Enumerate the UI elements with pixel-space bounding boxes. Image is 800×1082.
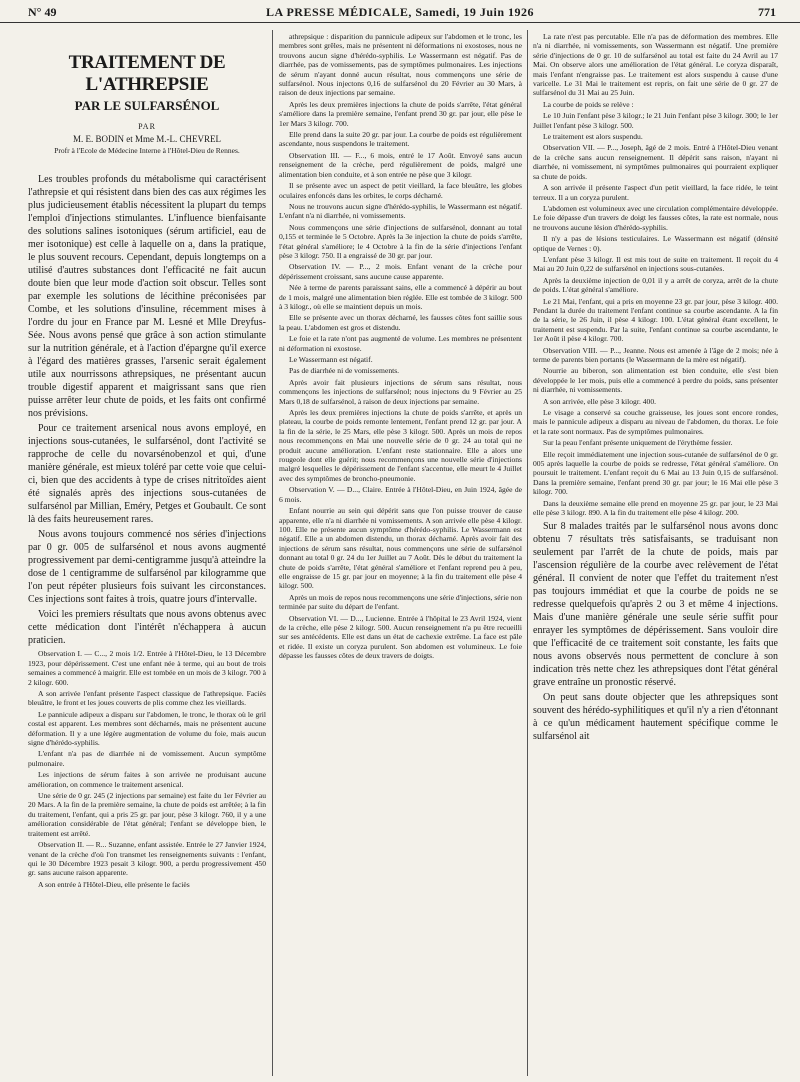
paragraph: Après les deux premières injections la chute de poids s'arrête, et après un plateau, la courbe de poids remonte lentement, l'enfant prend 12 gr. par jour. A la fin de la série, le 25 Mars, elle pèse 3 kilogr. 500. Après un mois de repos nous recommençons en Mai une nouvelle série de 0 gr. 24 au total qui ne produit aucune amélioration. L'enfant reste stationnaire. Elle a alors une rougeole dont elle guérit; nous recommençons une nouvelle série d'injections malgré lesquelles le dépérissement de l'enfant s'accentue, elle meurt le 4 Juillet avec des symptômes de broncho-pneumonie.: [279, 408, 522, 483]
paragraph: Nous avons toujours commencé nos séries d'injections par 0 gr. 005 de sulfarsénol et nous avons augmenté progressivement par demi-centigramme jusqu'à atteindre la dose de 1 centigramme de sulfarsénol par kilogramme que l'on peut répéter plusieurs fois suivant les circonstances. Ces injections sont faites à trois, quatre jours d'intervalle.: [28, 529, 266, 606]
masthead: [0, 0, 800, 23]
paragraph: Le 10 Juin l'enfant pèse 3 kilogr.; le 21 Juin l'enfant pèse 3 kilogr. 300; le 1er Juillet l'enfant pèse 3 kilogr. 500.: [533, 111, 778, 130]
paragraph: L'enfant pèse 3 kilogr. Il est mis tout de suite en traitement. Il reçoit du 4 Mai au 20 Juin 0,22 de sulfarsénol en injections sous-cutanées.: [533, 254, 778, 274]
paragraph: Il n'y a pas de lésions testiculaires. Le Wassermann est négatif (dénsité optique de Vernes : 0).: [533, 234, 778, 253]
observation-paragraph: Observation III. — F..., 6 mois, entré le 17 Août. Envoyé sans aucun renseignement de la crèche, perd régulièrement de poids, malgré une alimentation bien conduite, et à son entrée ne pèse que 3 kilogr.: [279, 150, 522, 179]
observation-paragraph: Observation VIII. — P..., Jeanne. Nous est amenée à l'âge de 2 mois; née à terme de parents bien portants (le Wassermann de la mère est négatif).: [533, 345, 778, 364]
paragraph: Elle reçoit immédiatement une injection sous-cutanée de sulfarsénol de 0 gr. 005 après laquelle la courbe de poids se redresse, l'état général s'améliore. On poursuit le traitement. L'enfant reçoit du 6 Mai au 13 Juin 0,15 de sulfarsénol. Dans la première semaine, l'enfant prend 30 gr. par jour; le 16 Mai elle pèse 3 kilogr. 700.: [533, 449, 778, 497]
paragraph: Une série de 0 gr. 245 (2 injections par semaine) est faite du 1er Février au 20 Mars. A la fin de la première semaine, la chute de poids est arrêtée; à la fin du traitement, l'enfant, qui a pris 25 gr. par jour, pèse 3 kilogr. 760, il y a une amélioration considérable de l'état général; l'enfant se développe bien, le traitement est arrêté.: [28, 791, 266, 838]
paragraph: A son arrivée l'enfant présente l'aspect classique de l'athrepsique. Faciès bleuâtre, le front et les joues couverts de plis comme chez les vieillards.: [28, 689, 266, 708]
paragraph: Pour ce traitement arsenical nous avons employé, en injections sous-cutanées, le sulfarsénol, dont l'activité se rapproche de celle du novarsénobenzol et qui, d'une manière générale, est mieux toléré par cette voie que celui-ci, bien que des accidents à type de crises nitritoïdes aient été signalés après des injections sous-cutanées de sulfarsénol par Millian, Eméry, Petges et Goubault. Ce sont là des faits heureusement rares.: [28, 423, 266, 526]
paragraph: Le foie et la rate n'ont pas augmenté de volume. Les membres ne présentent ni déformation ni exostose.: [279, 334, 522, 353]
paragraph: Née à terme de parents paraissant sains, elle a commencé à dépérir au bout de 1 mois, malgré une alimentation bien réglée. Elle est tombée de 3 kilogr. 500 à 3 kilogr., où elle se maintient depuis un mois.: [279, 283, 522, 311]
paragraph: Sur la peau l'enfant présente uniquement de l'érythème fessier.: [543, 438, 733, 448]
paragraph: Les injections de sérum faites à son arrivée ne produisant aucune amélioration, on commence le traitement arsenical.: [28, 770, 266, 789]
observation-paragraph: Observation II. — R... Suzanne, enfant assistée. Entrée le 27 Janvier 1924, venant de la crèche d'où l'on transmet les renseignements suivants : l'enfant, qui le 30 Décembre 1923 pesait 3 kilogr. 900, a perdu progressivement 450 gr. sans aucune raison apparente.: [28, 840, 266, 878]
column-rule: [527, 30, 528, 1076]
paragraph: A son arrivée il présente l'aspect d'un petit vieillard, la face ridée, le teint terreux. Il a un coryza purulent.: [533, 183, 778, 202]
paragraph: L'enfant n'a pas de diarrhée ni de vomissement. Aucun symptôme pulmonaire.: [28, 749, 266, 768]
paragraph: Le pannicule adipeux a disparu sur l'abdomen, le tronc, le thorax où le gril costal est apparent. Les membres sont décharnés, mais ne présentent aucune déformation. Il y a une légère augmentation de volume du foie, mais aucun signe d'hérédo-syphilis.: [28, 709, 266, 748]
paragraph: La rate n'est pas percutable. Elle n'a pas de déformation des membres. Elle n'a ni diarrhée, ni vomissements, son Wassermann est négatif. Une première série d'injections de 0 gr. 10 de sulfarsénol au total est faite du 24 Avril au 17 Mai. On observe alors une amélioration de l'état général. Le coryza disparaît, mais l'enfant n'engraisse pas. Le traitement est alors suspendu à cause d'une varicelle. Le 31 Mai le traitement est repris, on fait une série de 0 gr. 27 de sulfarsénol du 31 Mai au 25 Juin.: [533, 32, 778, 98]
journal-date-line: LA PRESSE MÉDICALE, Samedi, 19 Juin 1926: [265, 5, 535, 19]
observation-paragraph: Observation IV. — P..., 2 mois. Enfant venant de la crèche pour dépérissement croissant, sans aucune cause apparente.: [279, 262, 522, 281]
column-2: [279, 32, 522, 1078]
article-title: TRAITEMENT DE L'ATHREPSIE: [68, 52, 226, 95]
column-3: [533, 32, 778, 1078]
paragraph: Voici les premiers résultats que nous avons obtenus avec cette médication dont l'intérêt n'échappera à aucun praticien.: [28, 609, 266, 647]
observation-paragraph: Observation I. — C..., 2 mois 1/2. Entrée à l'Hôtel-Dieu, le 13 Décembre 1923, pour dépérissement. C'est une enfant née à terme, qui au bout de trois semaines a commencé à maigrir. Elle est tombée en un mois de 3 kilogr. 700 à 2 kilogr. 600.: [28, 649, 266, 687]
conclusion-paragraph: Sur 8 malades traités par le sulfarsénol nous avons donc obtenu 7 résultats très satisfaisants, se traduisant non seulement par l'arrêt de la chute de poids, mais par l'ascension régulière de la courbe avec relèvement de l'état général. Il convient de noter que l'effet du traitement n'est pas toujours immédiat et que la courbe de poids ne se redresse quelquefois qu'après 2 ou 3 et même 4 injections. Mais d'une manière générale une seule série suffit pour enrayer les symptômes de dépérissement. Sans vouloir dire que l'efficacité de ce traitement soit constante, les faits que nous avons observés nous permettent de conclure à son indication très nette chez les athrepsiques dont l'état général grave entraîne un pronostic réservé.: [533, 520, 778, 688]
observation-paragraph: Observation V. — D..., Claire. Entrée à l'Hôtel-Dieu, en Juin 1924, âgée de 6 mois.: [279, 485, 522, 504]
paragraph: Les troubles profonds du métabolisme qui caractérisent l'athrepsie et qui résistent dans bien des cas aux régimes les plus judicieusement établis nécessitent la plupart du temps l'emploi d'injections stimulantes. L'influence bienfaisante des solutions salines isotoniques (sérum artificiel, eau de mer isotonique) est celle à laquelle on a, dans la pratique, le plus souvent recours. Cependant, depuis longtemps on a utilisé d'autres substances dont l'efficacité ne fait aucun doute bien que leur mode d'action soit obscur. Telles sont par exemple les solutions de lécithine préconisées par Combe, et les solutions d'insuline, récemment mises à l'ordre du jour en France par M. Lesné et Mlle Dreyfus-Sée. Nous avons pensé que grâce à son action stimulante sur la nutrition générale, et à l'action d'épargne qu'il exerce à l'égard des matières grasses, l'arsenic serait également utile aux nourrissons athrepsiques, ne présentant aucun trouble digestif apparent et maigrissant sans que rien puisse arrêter leur chute de poids, et les faits ont confirmé nos prévisions.: [28, 174, 266, 420]
paragraph: Nous ne trouvons aucun signe d'hérédo-syphilis, le Wassermann est négatif. L'enfant n'a ni diarrhée, ni vomissements.: [279, 201, 522, 221]
paragraph: Le Wassermann est négatif.: [289, 355, 373, 364]
paragraph: Le visage a conservé sa couche graisseuse, les joues sont encore rondes, mais le pannicule adipeux a disparu au niveau de l'abdomen, du thorax. Le foie et la rate sont normaux. Pas de symptômes pulmonaires.: [533, 408, 778, 436]
observation-paragraph: Observation VII. — P..., Joseph, âgé de 2 mois. Entré à l'Hôtel-Dieu venant de la crèche sans aucun renseignement. Il dépérit sans raison, n'ayant ni diarrhée, ni vomissement, ni symptômes pulmonaires qui pourraient expliquer sa chute de poids.: [533, 143, 778, 181]
issue-number: N° 49: [28, 5, 57, 19]
paragraph: A son arrivée, elle pèse 3 kilogr. 400.: [543, 396, 657, 406]
observation-paragraph: Observation VI. — D..., Lucienne. Entrée à l'hôpital le 23 Avril 1924, vient de la crèche, elle pèse 2 kilogr. 500. Aucun renseignement n'a pu être recueilli sur ses antécédents. Elle est dans un état de cachexie extrême. La face est pâle et ridée. Il existe un coryza purulent. Son abdomen est volumineux. Le foie dépasse les fausses côtes de deux travers de doigts.: [279, 613, 522, 661]
paragraph: Le traitement est alors suspendu.: [543, 132, 643, 142]
paragraph: Il se présente avec un aspect de petit vieillard, la face bleuâtre, les globes oculaires enfoncés dans les orbites, le corps décharné.: [279, 181, 522, 200]
paragraph: Après la deuxième injection de 0,01 il y a arrêt de coryza, arrêt de la chute de poids. L'état général s'améliore.: [533, 275, 778, 295]
paragraph: La courbe de poids se relève :: [543, 99, 634, 109]
column-1: [28, 32, 266, 1078]
column-rule: [272, 30, 273, 1076]
paragraph: A son entrée à l'Hôtel-Dieu, elle présente le faciès: [38, 879, 190, 889]
paragraph: L'abdomen est volumineux avec une circulation complémentaire développée. Le foie dépasse d'un travers de doigt les fausses côtes, la rate est normale, nous ne trouvons aucune lésion d'hérédo-syphilis.: [533, 203, 778, 232]
paragraph: Après les deux premières injections la chute de poids s'arrête, l'état général s'améliore dans la première semaine, l'enfant prend 30 gr. par jour, elle pèse le 1er Mars 3 kilogr. 700.: [279, 99, 522, 128]
paragraph: Dans la deuxième semaine elle prend en moyenne 25 gr. par jour, le 23 Mai elle pèse 3 kilogr. 890. A la fin du traitement elle pèse 4 kilogr. 200.: [533, 498, 778, 518]
affiliation: Profr à l'Ecole de Médecine Interne à l'Hôtel-Dieu de Rennes.: [54, 146, 240, 155]
paragraph: Enfant nourrie au sein qui dépérit sans que l'on puisse trouver de cause apparente, elle n'a ni diarrhée ni vomissements. A son arrivée elle pèse 4 kilogr. 100. Elle ne présente aucun symptôme d'hérédo-syphilis. Le Wassermann est négatif. Elle a un abdomen distendu, un thorax décharné. Après avoir fait des injections de sérum sans résultat, nous commençons une série de sulfarsénol donnant au total 0 gr. 24 du 1er Juillet au 7 Août. Dès le début du traitement la chute de poids s'arrête, l'état général s'améliore et l'enfant reprend peu à peu, elle engraisse de 15 gr. par jour en moyenne; à la fin du traitement elle pèse 4 kilogr. 500.: [279, 506, 522, 591]
page-number: 771: [758, 5, 776, 19]
paragraph: Elle se présente avec un thorax décharné, les fausses côtes font saillie sous la peau. L'abdomen est gros et distendu.: [279, 313, 522, 332]
conclusion-paragraph: On peut sans doute objecter que les athrepsiques sont souvent des hérédo-syphilitiques et qu'il n'y a rien d'étonnant à ce qu'un médicament hautement spécifique comme le sulfarsénol ait: [533, 691, 778, 742]
paragraph: Elle prend dans la suite 20 gr. par jour. La courbe de poids est régulièrement ascendante, nous suspendons le traitement.: [279, 130, 522, 149]
article-subtitle: PAR LE SULFARSÉNOL: [74, 98, 220, 113]
paragraph: Après un mois de repos nous recommençons une série d'injections, série non terminée par suite du départ de l'enfant.: [279, 592, 522, 612]
paragraph: Nourrie au biberon, son alimentation est bien conduite, elle s'est bien développée le 1er mois, puis elle a commencé à perdre du poids, sans présenter ni diarrhée, ni vomissements.: [533, 366, 778, 395]
paragraph: Le 21 Mai, l'enfant, qui a pris en moyenne 23 gr. par jour, pèse 3 kilogr. 400. Pendant la durée du traitement l'enfant continue sa courbe ascendante. A la fin de la série, le 26 Juin, il pèse 4 kilogr. 100. L'état général étant excellent, le traitement est suspendu. Par la suite, l'enfant continue sa courbe ascendante, le 1er Août il pèse 4 kilogr. 700.: [533, 296, 778, 344]
paragraph: Après avoir fait plusieurs injections de sérum sans résultat, nous commençons les injections de sulfarsénol; nous injectons du 9 Février au 25 Mars 0,18 de sulfarsénol, à raison de deux injections par semaine.: [279, 377, 522, 406]
by-label: PAR: [138, 122, 156, 131]
authors: M. E. BODIN et Mme M.-L. CHEVREL: [73, 134, 221, 144]
paragraph: athrepsique : disparition du pannicule adipeux sur l'abdomen et le tronc, les membres sont grêles, mais ne présentent ni déformations ni exostoses, nous ne trouvons aucun signe d'hérédo-syphilis. Le Wassermann est négatif. Pas de diarrhée, pas de vomissements, pas de symptômes pulmonaires. Les injections de sérum n'ayant donné aucun résultat, nous commençons une série de sulfarsénol. Nous injectons 0,16 de sulfarsénol du 20 Février au 30 Mars, à raison de deux injections par semaine.: [279, 32, 522, 98]
paragraph: Nous commençons une série d'injections de sulfarsénol, donnant au total 0,155 et terminée le 5 Octobre. Après la 3e injection la chute de poids s'arrête, l'état général s'améliore; le 4 Octobre à la fin de la série d'injections l'enfant pèse 3 kilogr. 750. Il a engraissé de 30 gr. par jour.: [279, 222, 522, 260]
paragraph: Pas de diarrhée ni de vomissements.: [289, 366, 400, 376]
